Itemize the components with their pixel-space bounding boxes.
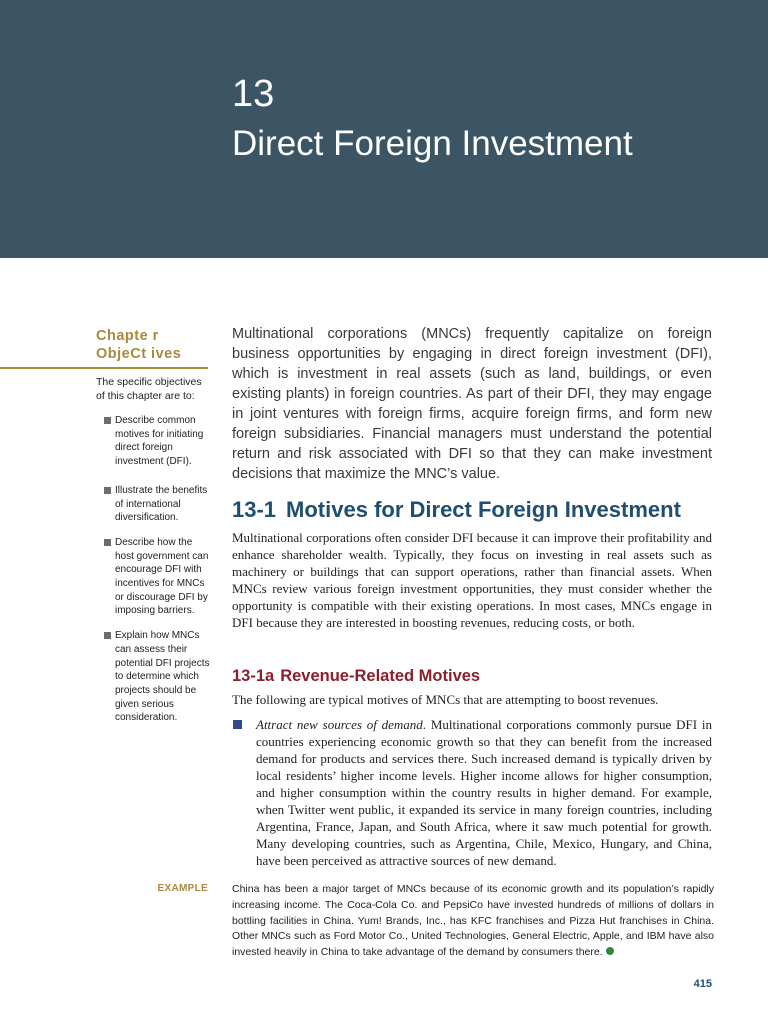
subsection-title: Revenue-Related Motives (280, 667, 481, 685)
subsection-intro: The following are typical motives of MNCs that are attempting to boost revenues. (232, 692, 659, 707)
chapter-number: 13 (232, 73, 275, 115)
example-text (232, 882, 714, 961)
sidebar-divider (0, 367, 208, 369)
page-number: 415 (693, 978, 712, 990)
subsection-number: 13-1a (232, 667, 275, 685)
chapter-banner (0, 0, 768, 258)
square-bullet-icon (233, 720, 242, 729)
objectives-heading-line1: Chapte r (96, 328, 159, 344)
example-body: China has been a major target of MNCs because of its economic growth and its population’s rapidly increasing income. The Coca-Cola Co. and PepsiCo have invested hundreds of millions of dollars in bottling facilities in China. Yum! Brands, Inc., has KFC franchises and Pizza Hut franchises in China. Other MNCs such as Ford Motor Co., United Technologies, General Electric, Apple, and IBM have also invested heavily in China to take advantage of the demand by consumers there. (232, 883, 714, 959)
square-bullet-icon (104, 487, 111, 494)
section-heading (232, 497, 681, 523)
end-of-example-dot-icon (606, 947, 614, 955)
bullet-paragraph (256, 716, 712, 869)
objective-item (104, 536, 212, 618)
section-title: Motives for Direct Foreign Investment (286, 497, 681, 522)
objectives-list (104, 414, 212, 736)
objective-text: Illustrate the benefits of international diversification. (115, 484, 208, 524)
intro-paragraph: Multinational corporations (MNCs) frequently capitalize on foreign business opportunities by engaging in direct foreign investment (DFI), which is investment in real assets (such as land, buildings, or even existing plants) in foreign countries. As part of their DFI, they may engage in joint ventures with foreign firms, acquire foreign firms, and form new foreign subsidiaries. Financial managers must understand the potential return and risk associated with DFI so that they can make investment decisions that maximize the MNC’s value. (232, 326, 712, 482)
objective-item (104, 414, 212, 469)
section-body: Multinational corporations often consider DFI because it can improve their profitability and enhance shareholder wealth. Typically, they focus on investing in real assets such as machinery or buildings that can support operations, rather than financial assets. When MNCs review various foreign investment opportunities, they must consider whether the opportunity is compatible with their existing operations. In most cases, MNCs engage in DFI because they are interested in boosting revenues, reducing costs, or both. (232, 530, 712, 630)
square-bullet-icon (104, 632, 111, 639)
chapter-objectives-heading (96, 327, 208, 363)
square-bullet-icon (104, 417, 111, 424)
bullet-body: . Multinational corporations commonly pursue DFI in countries experiencing economic growth so that they can benefit from the increased demand for products and services there. Such increased demand is typically driven by local residents’ higher income levels. Higher income allows for higher consumption, and higher consumption within the country results in higher demand. For example, when Twitter went public, it expanded its service in many foreign countries, including Argentina, France, Japan, and South Africa, where it saw much potential for growth. Many developing countries, such as Argentina, Chile, Mexico, Hungary, and China, have been perceived as attractive sources of new demand. (256, 717, 712, 868)
subsection-heading (232, 667, 480, 686)
example-label: EXAMPLE (157, 883, 208, 894)
section-number: 13-1 (232, 497, 277, 522)
chapter-title: Direct Foreign Investment (232, 124, 633, 163)
objective-text: Describe common motives for initiating direct foreign investment (DFI). (115, 415, 204, 468)
objectives-intro: The specific objectives of this chapter are to: (96, 376, 202, 402)
objective-text: Explain how MNCs can assess their potential DFI projects to determine which projects should be given serious consideration. (115, 630, 210, 724)
objectives-heading-line2: ObjeCt ives (96, 346, 182, 362)
objective-text: Describe how the host government can encourage DFI with incentives for MNCs or discourage DFI by imposing barriers. (115, 536, 209, 617)
objective-item (104, 484, 212, 525)
objective-item (104, 629, 212, 725)
square-bullet-icon (104, 539, 111, 546)
bullet-lead: Attract new sources of demand (256, 717, 423, 732)
